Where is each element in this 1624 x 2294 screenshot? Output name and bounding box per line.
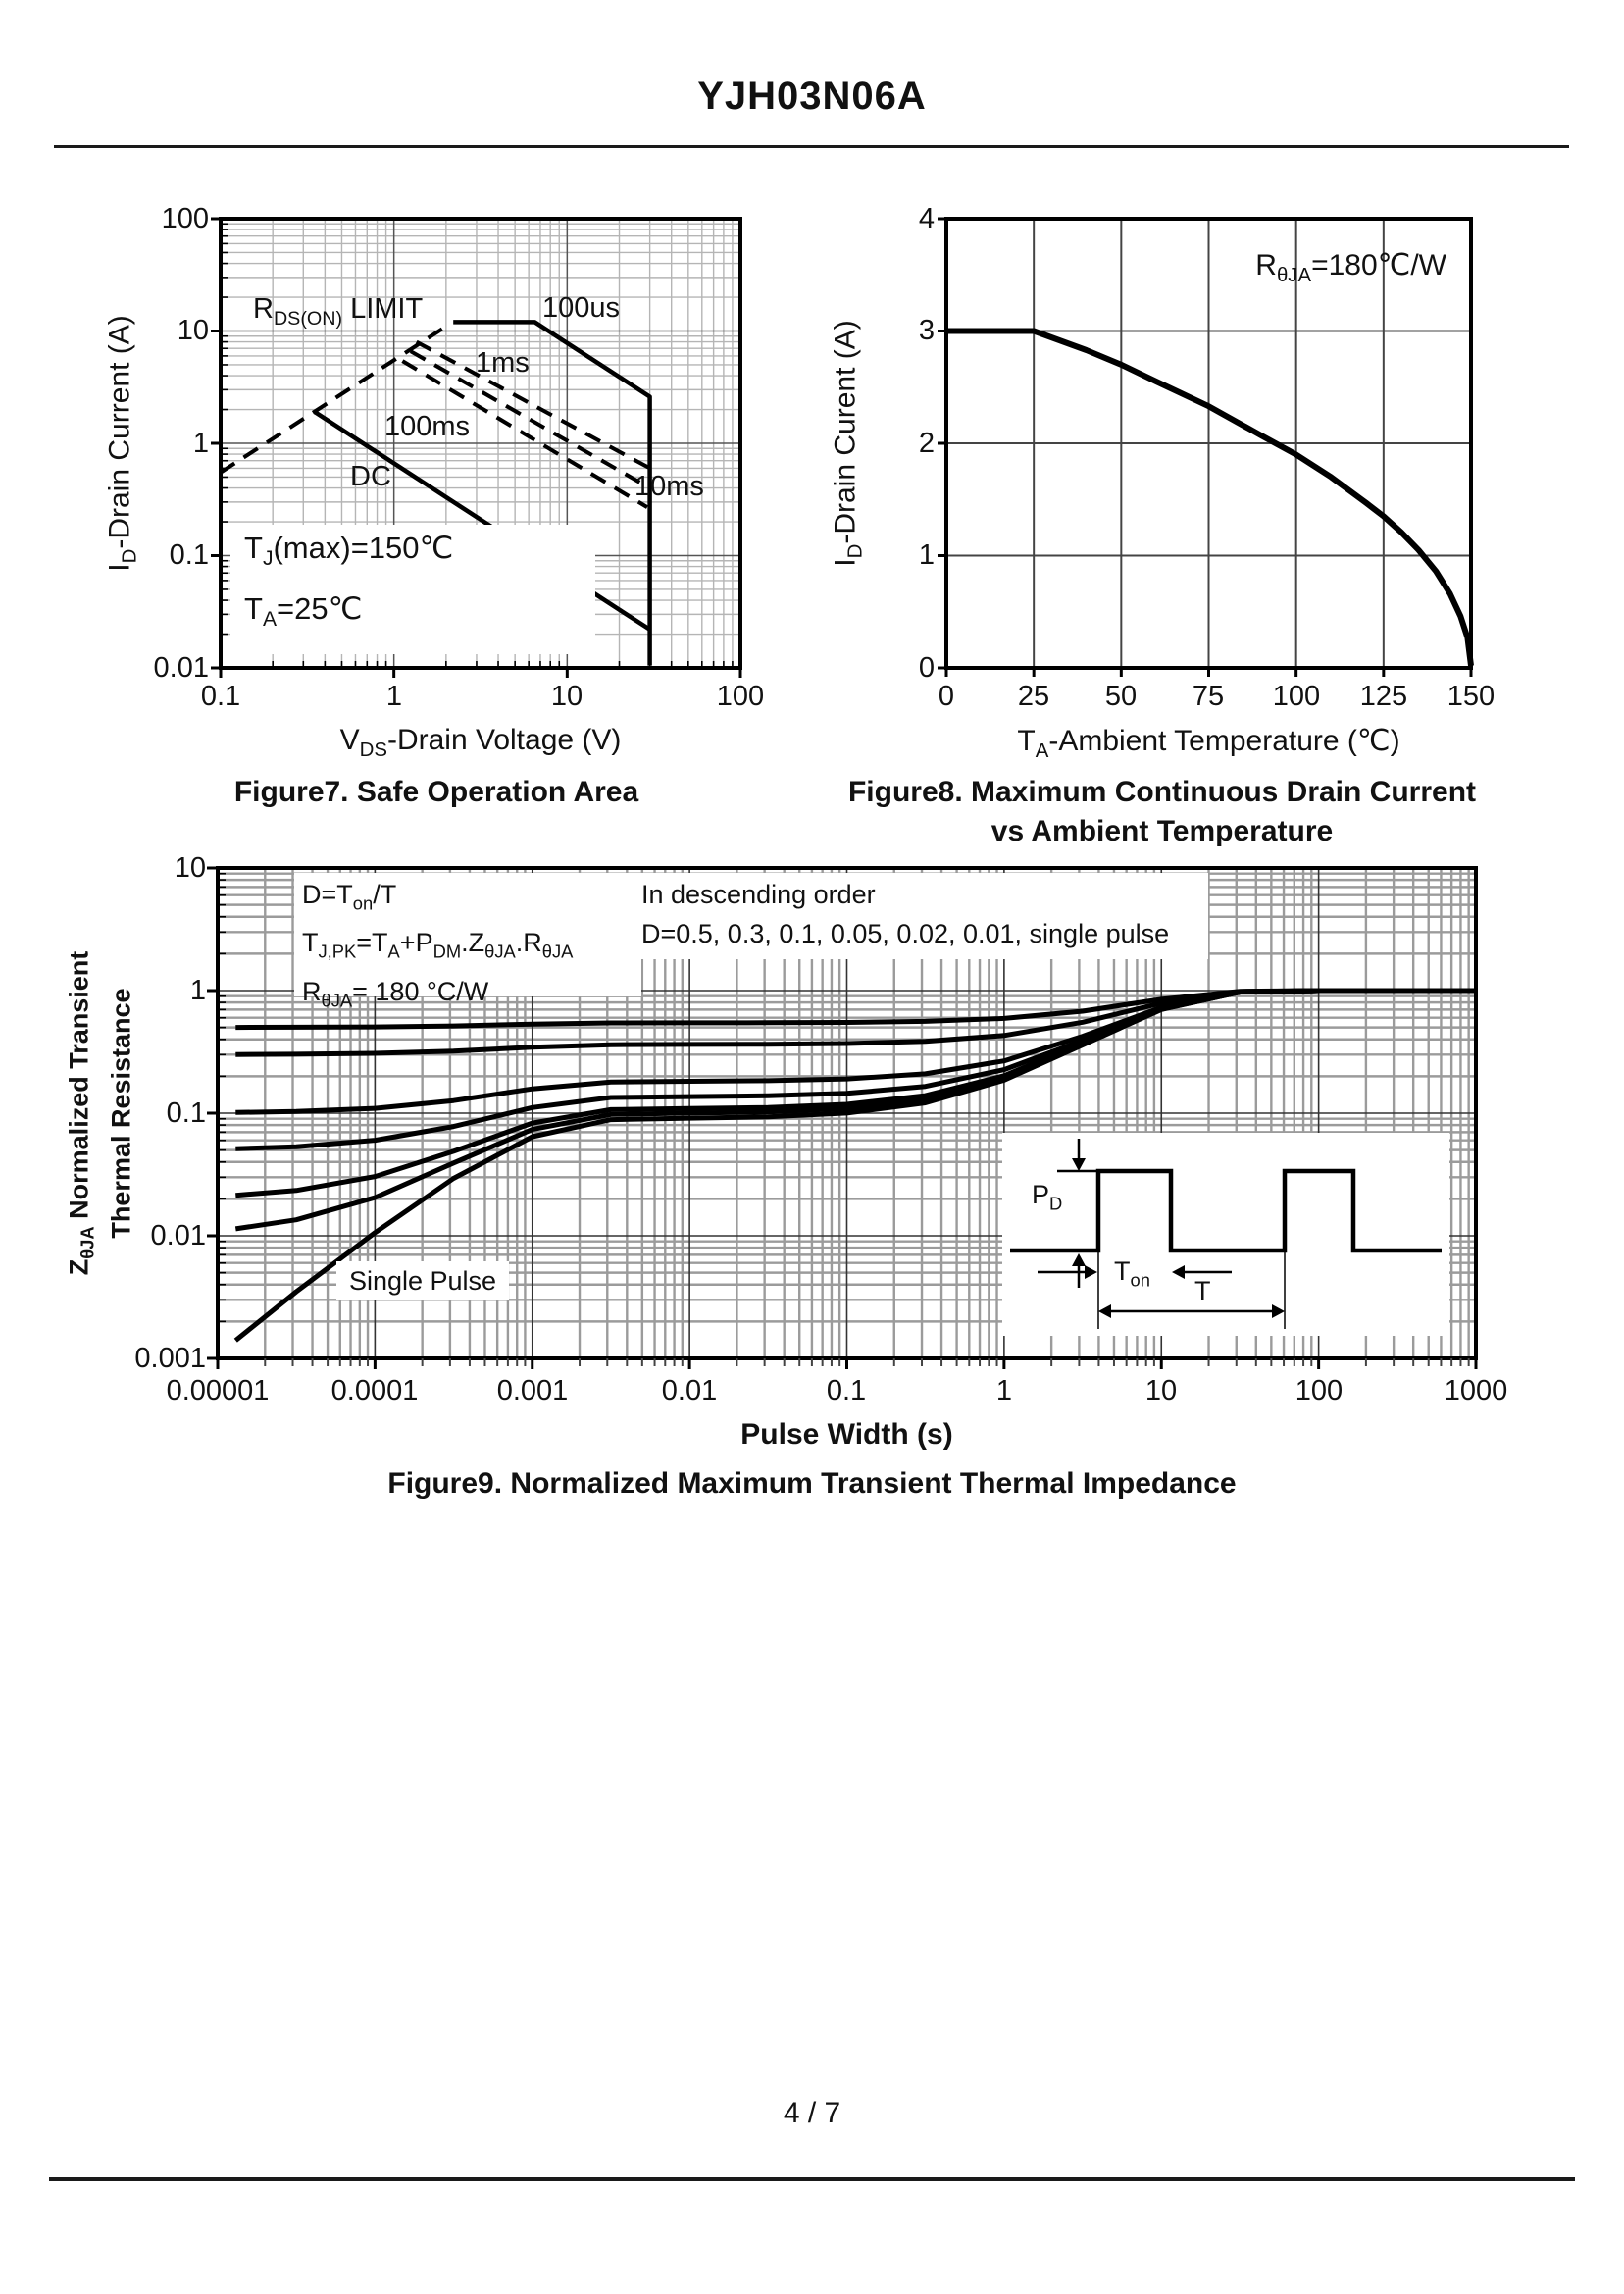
x-tick-label: 50 (1104, 681, 1138, 712)
x-tick-label: 100 (716, 681, 765, 712)
y-axis-title (62, 951, 137, 1275)
figure9-thermal-impedance (59, 834, 1589, 1540)
x-tick-label: 150 (1446, 681, 1496, 712)
y-tick-label: 100 (161, 203, 209, 234)
y-axis-title-line1: $Z_{\theta JA}$ Normalized Transient (64, 950, 98, 1276)
curve-label-10ms: 10ms (634, 471, 704, 502)
curve-label-dc: DC (350, 461, 391, 492)
y-tick-label: 0.01 (150, 1220, 206, 1251)
y-tick-label: 1 (918, 539, 935, 571)
curve-label-1ms: 1ms (476, 347, 530, 379)
y-tick-label: 0.001 (134, 1343, 206, 1374)
conditions-box (230, 525, 595, 654)
x-tick-label: 1 (385, 681, 403, 712)
y-tick-label: 2 (918, 428, 935, 459)
pulse-waveform (1010, 1171, 1442, 1250)
legend-formula-rthja: $R_{\theta JA}= 180$ °C/W (302, 976, 489, 1011)
figure8-drain-current (819, 189, 1505, 876)
y-tick-label: 1 (192, 428, 209, 459)
x-tick-label: 0 (938, 681, 955, 712)
header-rule (54, 145, 1569, 148)
x-axis-title: $V_{DS}$-Drain Voltage (V) (339, 724, 622, 761)
page-title: YJH03N06A (697, 75, 927, 118)
ta-condition: $T_A=25℃$ (244, 591, 363, 632)
x-tick-label: 0.001 (496, 1375, 569, 1406)
pd-label: $P_D$ (1032, 1180, 1063, 1214)
y-axis-title: $I_D$-Drain Curent (A) (829, 320, 867, 567)
rdson-limit-label: $R_{DS(ON)}$ LIMIT (253, 293, 424, 330)
y-tick-label: 0.01 (153, 652, 209, 684)
x-tick-label: 0.00001 (166, 1375, 270, 1406)
x-tick-label: 1 (995, 1375, 1013, 1406)
x-tick-label: 100 (1294, 1375, 1344, 1406)
y-tick-label: 1 (189, 975, 206, 1006)
y-axis-title-line2: Thermal Resistance (106, 988, 136, 1239)
right-arrowhead (1085, 1265, 1097, 1279)
x-tick-label: 0.0001 (330, 1375, 419, 1406)
y-tick-label: 3 (918, 315, 935, 346)
left-arrowhead (1172, 1265, 1185, 1279)
x-tick-label: 25 (1017, 681, 1050, 712)
y-tick-label: 4 (918, 203, 935, 234)
x-axis-title: Pulse Width (s) (740, 1418, 953, 1451)
tj-max-condition: $T_J(\max)=150℃$ (244, 531, 454, 571)
curve-label-100us: 100us (542, 292, 621, 324)
footer-rule (49, 2177, 1575, 2181)
figure9-caption: Figure9. Normalized Maximum Transient Thermal Impedance (387, 1467, 1237, 1500)
x-tick-label: 125 (1359, 681, 1408, 712)
rthja-annotation: $R_{\theta JA}=180℃/W$ (1255, 249, 1446, 286)
ton-label: $T_{on}$ (1114, 1256, 1150, 1291)
legend-descending-order: In descending order (641, 880, 876, 909)
y-tick-label: 0.1 (166, 1097, 206, 1129)
figure8-caption-line1: Figure8. Maximum Continuous Drain Current (847, 776, 1477, 808)
x-tick-label: 10 (1144, 1375, 1178, 1406)
up-arrowhead (1072, 1253, 1086, 1266)
y-tick-label: 0 (918, 652, 935, 684)
pulse-waveform-diagram (1002, 1133, 1449, 1336)
x-tick-label: 0.1 (826, 1375, 867, 1406)
formula-legend-box (294, 873, 641, 1011)
y-tick-label: 0.1 (169, 539, 209, 571)
pulse-definition-inset (1002, 1133, 1449, 1336)
figure7-caption: Figure7. Safe Operation Area (233, 776, 639, 808)
single-pulse-label: Single Pulse (336, 1261, 509, 1300)
y-axis-title: $I_D$-Drain Current (A) (103, 315, 141, 572)
figure8-caption-line2: vs Ambient Temperature (990, 815, 1334, 847)
x-tick-label: 1000 (1444, 1375, 1508, 1406)
legend-formula-tjpk: $T_{J,PK}=T_A+P_{DM}.Z_{\theta JA}.R_{\theta JA}$ (302, 928, 574, 962)
figure7-soa (93, 189, 780, 827)
y-tick-label: 10 (177, 315, 209, 346)
t-label: T (1194, 1276, 1211, 1305)
x-tick-label: 10 (550, 681, 584, 712)
x-tick-label: 75 (1192, 681, 1225, 712)
x-tick-label: 0.01 (661, 1375, 718, 1406)
curve-label-100ms: 100ms (384, 411, 471, 442)
page-number: 4 / 7 (783, 2097, 841, 2129)
legend-formula-duty: $D=T_{on}/T$ (302, 880, 397, 914)
legend-duty-values: D=0.5, 0.3, 0.1, 0.05, 0.02, 0.01, single pulse (641, 919, 1170, 948)
x-axis-title: $T_A$-Ambient Temperature (℃) (1017, 725, 1400, 762)
duty-cycle-legend-box (630, 873, 1208, 959)
t-left-arrowhead (1098, 1304, 1111, 1318)
y-tick-label: 10 (174, 852, 206, 884)
t-right-arrowhead (1272, 1304, 1285, 1318)
x-tick-label: 100 (1272, 681, 1321, 712)
down-arrowhead (1072, 1158, 1086, 1171)
x-tick-label: 0.1 (200, 681, 241, 712)
